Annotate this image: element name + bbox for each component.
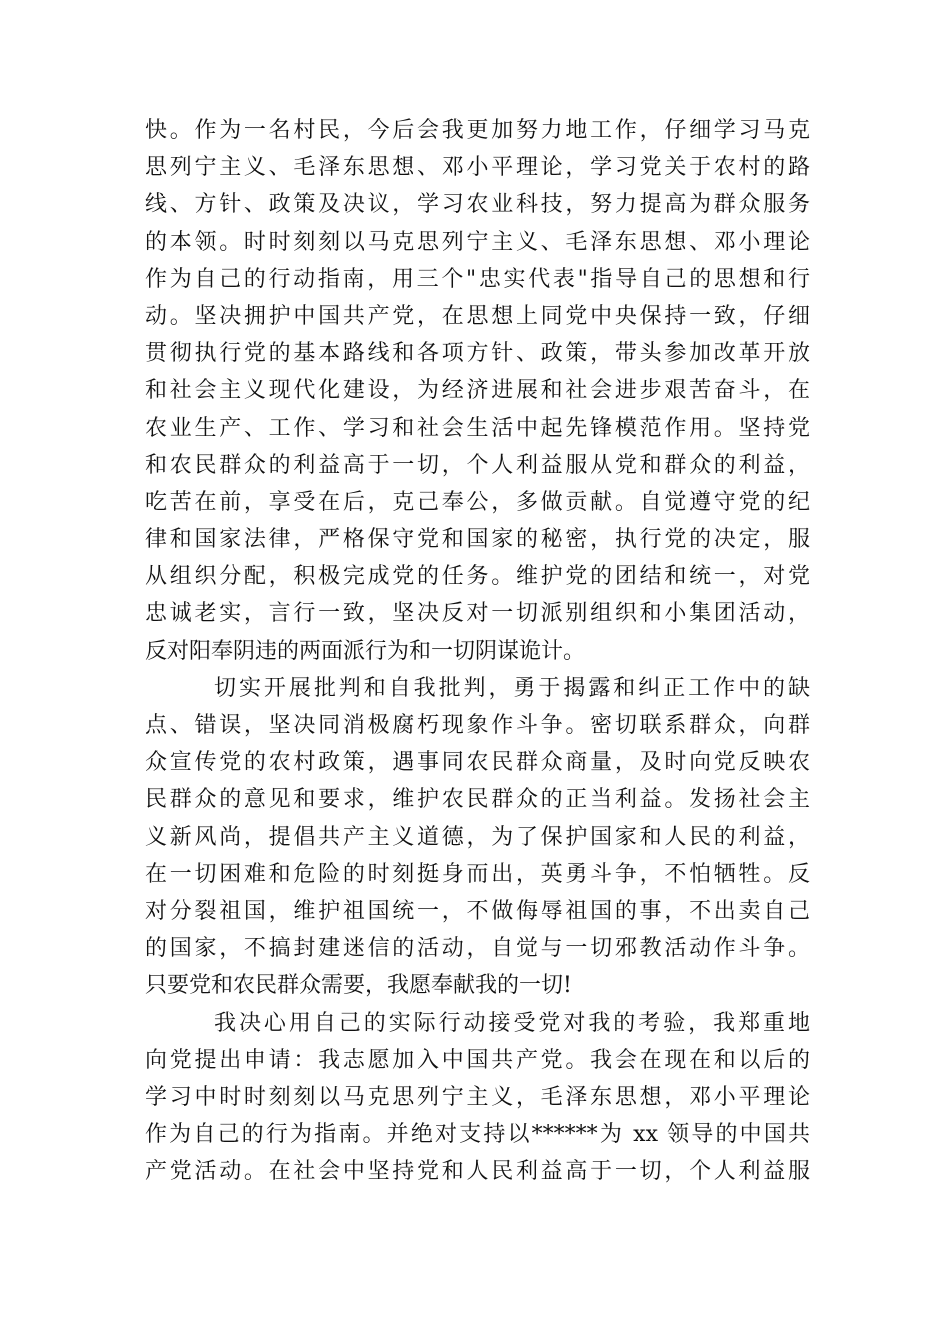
text-line: 吃苦在前，享受在后，克己奉公，多做贡献。自觉遵守党的纪: [145, 489, 810, 515]
text-line: 从组织分配，积极完成党的任务。维护党的团结和统一，对党: [145, 564, 810, 590]
text-line: 和农民群众的利益高于一切，个人利益服从党和群众的利益，: [145, 452, 810, 478]
text-line: 在一切困难和危险的时刻挺身而出，英勇斗争，不怕牺牲。反: [145, 861, 810, 887]
text-line: 的本领。时时刻刻以马克思列宁主义、毛泽东思想、邓小理论: [145, 229, 810, 255]
text-line: 忠诚老实，言行一致，坚决反对一切派别组织和小集团活动，: [145, 601, 810, 627]
text-line: 律和国家法律，严格保守党和国家的秘密，执行党的决定，服: [145, 527, 810, 553]
text-line: 学习中时时刻刻以马克思列宁主义，毛泽东思想，邓小平理论: [145, 1084, 810, 1110]
text-line: 民群众的意见和要求，维护农民群众的正当利益。发扬社会主: [145, 787, 810, 813]
text-line: 众宣传党的农村政策，遇事同农民群众商量，及时向党反映农: [145, 750, 810, 776]
document-page: [145, 112, 810, 1190]
text-line: 农业生产、工作、学习和社会生活中起先锋模范作用。坚持党: [145, 415, 810, 441]
text-line: 动。坚决拥护中国共产党，在思想上同党中央保持一致，仔细: [145, 303, 810, 329]
text-line: 产党活动。在社会中坚持党和人民利益高于一切，个人利益服: [145, 1159, 810, 1185]
text-line: 线、方针、政策及决议，学习农业科技，努力提高为群众服务: [145, 192, 810, 218]
text-line: 我决心用自己的实际行动接受党对我的考验，我郑重地: [214, 1010, 810, 1036]
text-line: 义新风尚，提倡共产主义道德，为了保护国家和人民的利益，: [145, 824, 810, 850]
text-line: 对分裂祖国，维护祖国统一，不做侮辱祖国的事，不出卖自己: [145, 898, 810, 924]
text-line: 作为自己的行动指南，用三个"忠实代表"指导自己的思想和行: [145, 266, 810, 292]
text-line: 贯彻执行党的基本路线和各项方针、政策，带头参加改革开放: [145, 341, 810, 367]
text-line: 切实开展批判和自我批判，勇于揭露和纠正工作中的缺: [214, 675, 810, 701]
text-line: 的国家，不搞封建迷信的活动，自觉与一切邪教活动作斗争。: [145, 936, 810, 962]
text-line: 点、错误，坚决同消极腐朽现象作斗争。密切联系群众，向群: [145, 713, 810, 738]
text-line: 作为自己的行为指南。并绝对支持以******为 xx 领导的中国共: [145, 1122, 810, 1148]
text-line: 只要党和农民群众需要，我愿奉献我的一切!: [145, 973, 572, 999]
text-line: 反对阳奉阴违的两面派行为和一切阴谋诡计。: [145, 638, 586, 664]
text-line: 快。作为一名村民，今后会我更加努力地工作，仔细学习马克: [145, 118, 810, 143]
text-line: 和社会主义现代化建设，为经济进展和社会进步艰苦奋斗，在: [145, 378, 810, 404]
text-line: 向党提出申请：我志愿加入中国共产党。我会在现在和以后的: [145, 1047, 810, 1073]
text-line: 思列宁主义、毛泽东思想、邓小平理论，学习党关于农村的路: [145, 155, 810, 181]
